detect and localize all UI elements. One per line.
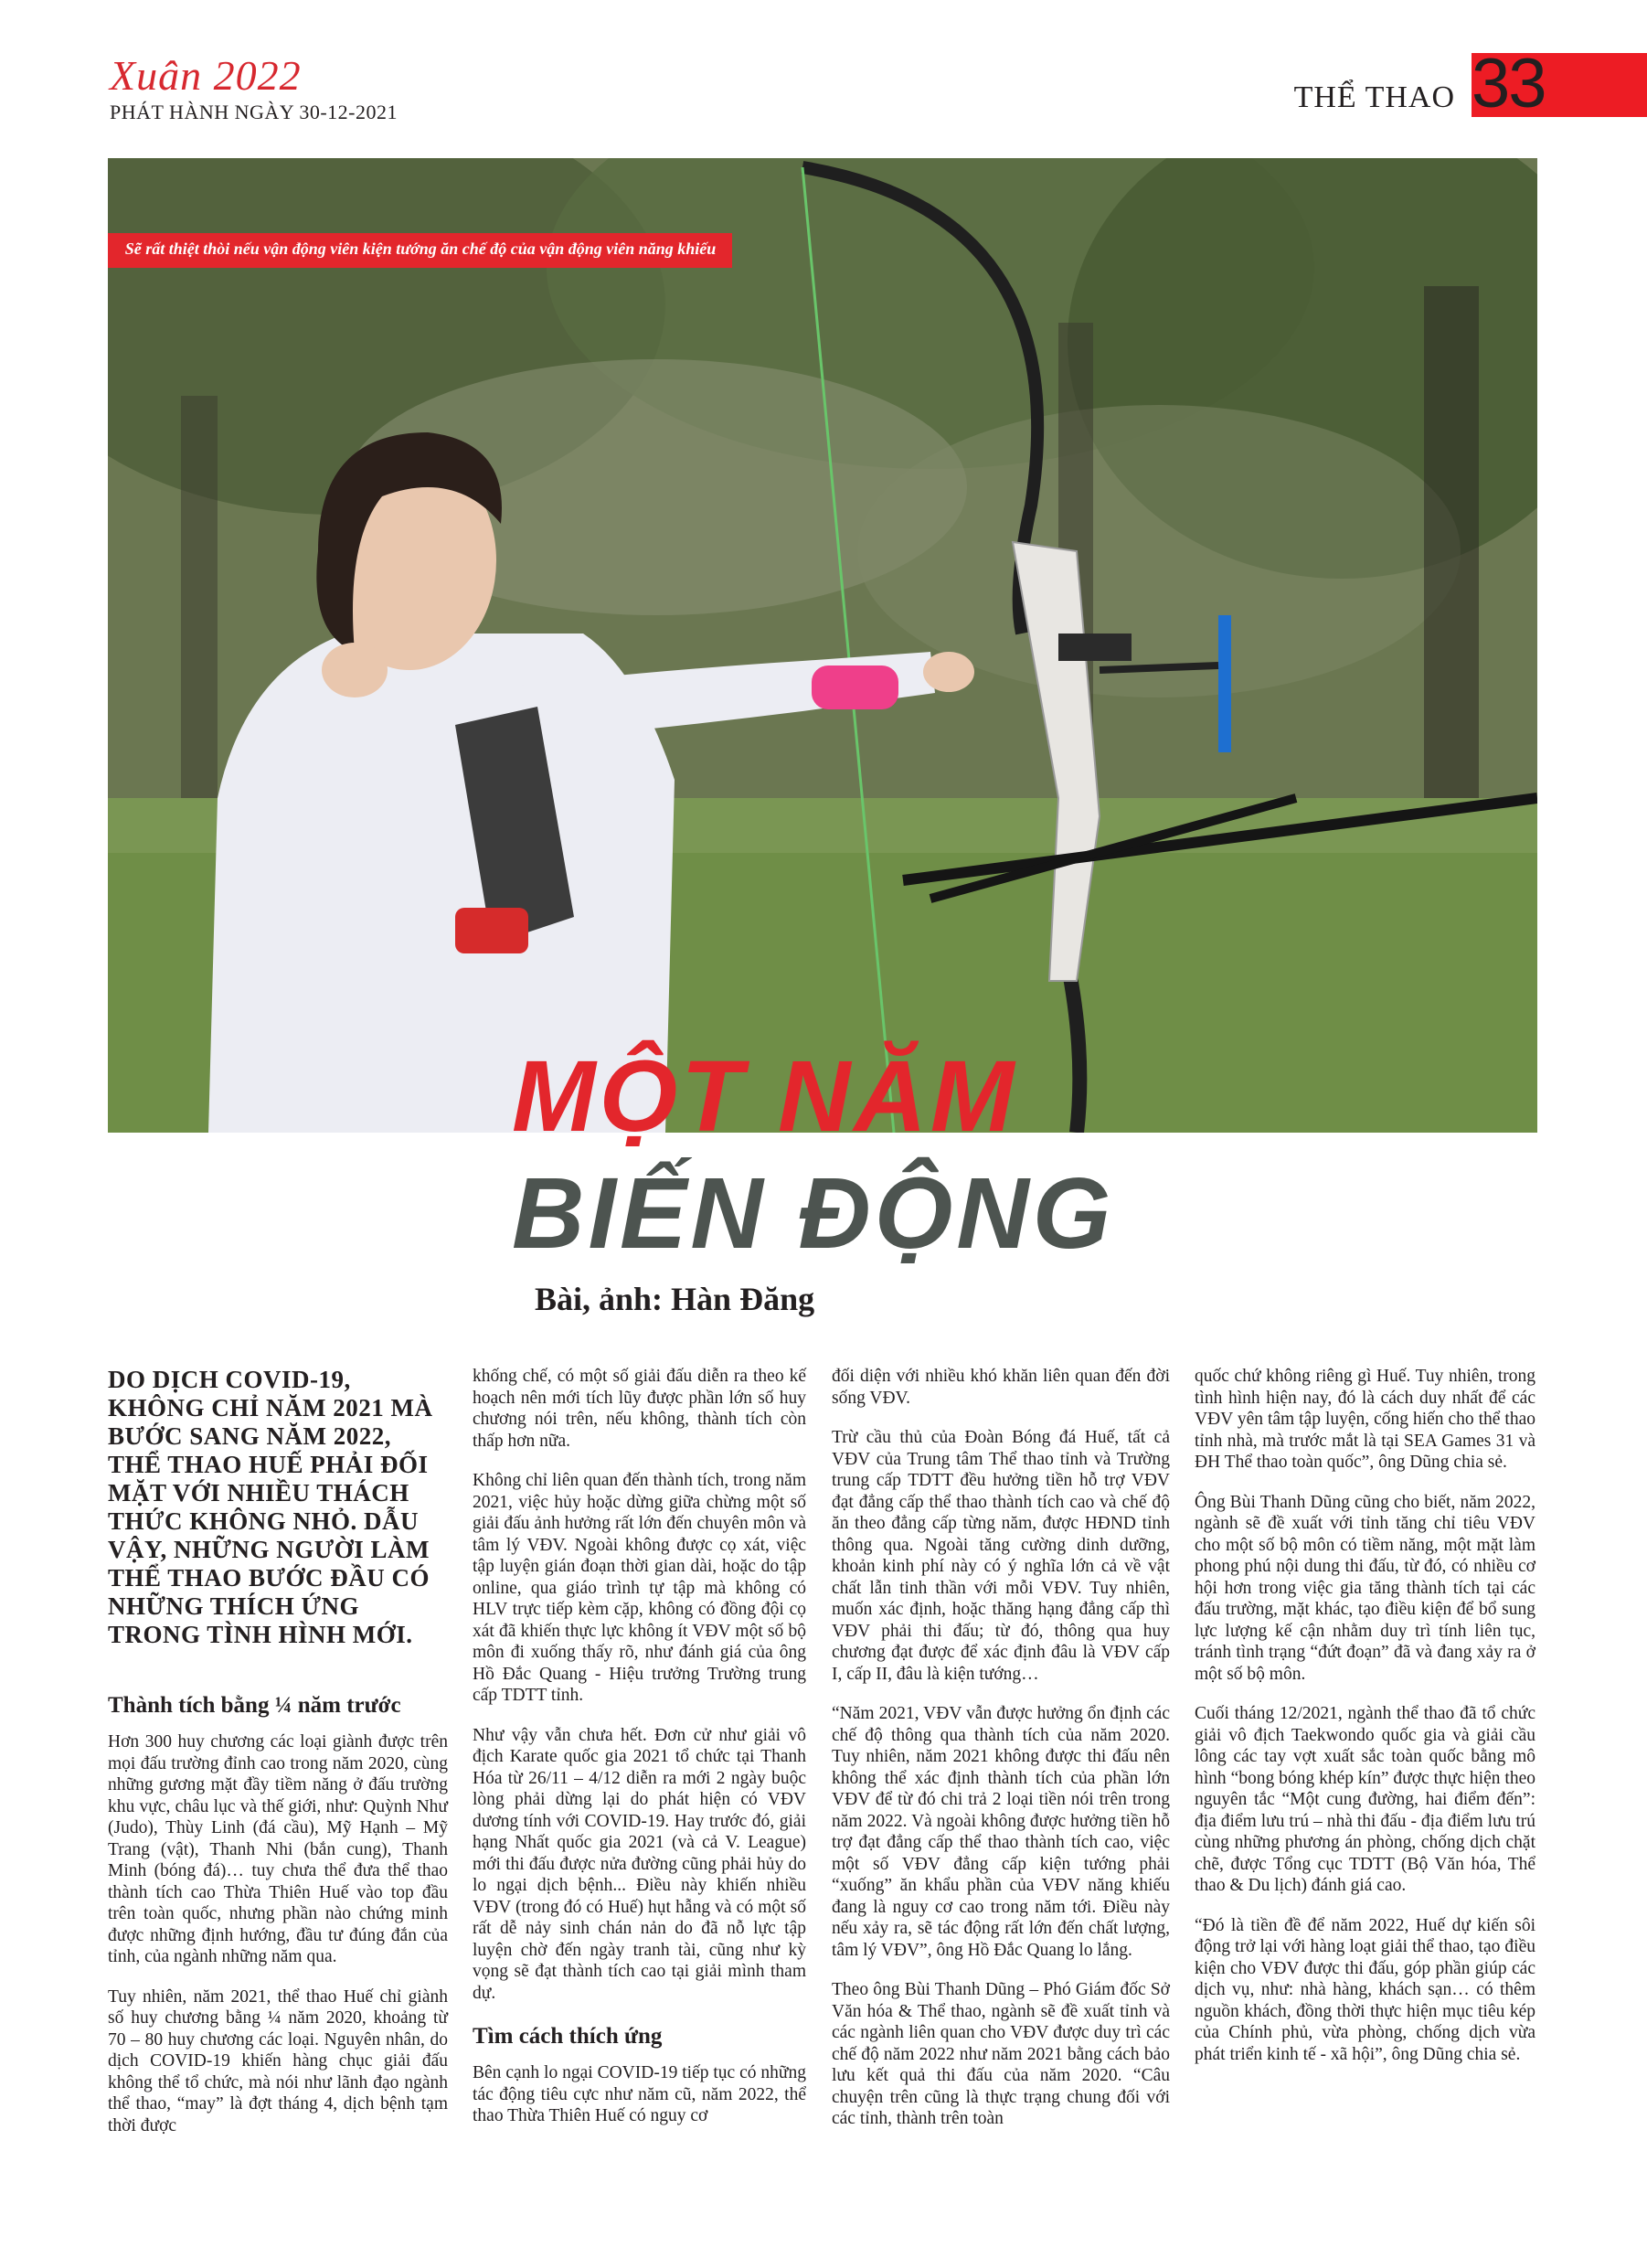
paragraph: “Đó là tiền đề để năm 2022, Huế dự kiến sôi động trở lại với hàng loạt giải thể thao, tạo điều kiện cho VĐV được thi đấu, góp phần giúp các dịch vụ, như: nhà hàng, khách sạn… có thêm nguồn khách, đồng thời thực hiện mục tiêu kép của Chính phủ, vừa phòng, chống dịch vừa phát triển kinh tế - xã hội”, ông Dũng chia sẻ. xyxy=(1195,1915,1535,2064)
paragraph: đối diện với nhiều khó khăn liên quan đến đời sống VĐV. xyxy=(832,1367,1170,1408)
paragraph: Bên cạnh lo ngại COVID-19 tiếp tục có những tác động tiêu cực như năm cũ, năm 2022, thể thao Thừa Thiên Huế có nguy cơ xyxy=(473,2063,806,2125)
masthead xyxy=(110,53,398,124)
article-column-4 xyxy=(1195,1366,1535,2083)
issue-date: PHÁT HÀNH NGÀY 30-12-2021 xyxy=(110,101,398,123)
headline-line-1: MỘT NĂM xyxy=(512,1040,1018,1153)
subhead-adaptation: Tìm cách thích ứng xyxy=(473,2024,663,2049)
issue-title: Xuân 2022 xyxy=(110,52,302,99)
page-number: 33 xyxy=(1472,45,1546,122)
hero-photo xyxy=(108,158,1537,1133)
paragraph: Ông Bùi Thanh Dũng cũng cho biết, năm 2022, ngành sẽ đề xuất với tỉnh tăng chỉ tiêu VĐV cho một số bộ môn có tiềm năng, một mặt làm phong phú nội dung thi đấu, từ đó, có nhiều cơ hội hơn trong việc gia tăng thành tích tại các đấu trường, mặt khác, tạo điều kiện để bổ sung lực lượng kế cận nhằm duy trì tính liên tục, tránh tình trạng “đứt đoạn” đã và đang xảy ra ở một số bộ môn. xyxy=(1195,1492,1535,1684)
paragraph: Như vậy vẫn chưa hết. Đơn cử như giải vô địch Karate quốc gia 2021 tổ chức tại Thanh Hóa từ 26/11 – 4/12 diễn ra mới 2 ngày buộc lòng phải dừng lại do phát hiện có VĐV dương tính với COVID-19. Hay trước đó, giải hạng Nhất quốc gia 2021 (và cả V. League) mới thi đấu được nửa đường cũng phải hủy do lo ngại dịch bệnh... Điều này khiến nhiều VĐV (trong đó có Huế) hụt hẫng và có một số rất dễ nảy sinh chán nản do đã nỗ lực tập luyện chờ đến ngày tranh tài, cũng như kỳ vọng sẽ đạt thành tích cao tại giải mình tham dự. xyxy=(473,1725,806,2003)
paragraph: Không chỉ liên quan đến thành tích, trong năm 2021, việc hủy hoặc dừng giữa chừng một số giải đấu ảnh hưởng rất lớn đến chuyên môn và tâm lý VĐV. Ngoài không được cọ xát, việc tập luyện gián đoạn thời gian dài, hoặc do tập online, qua giáo trình tự tập mà không có HLV trực tiếp kèm cặp, không có đồng đội cọ xát đã khiến thực lực không ít VĐV một số bộ môn đi xuống thấy rõ, như đánh giá của ông Hồ Đắc Quang - Hiệu trưởng Trường trung cấp TDTT tỉnh. xyxy=(473,1471,806,1705)
subhead-achievement: Thành tích bằng ¼ năm trước xyxy=(108,1693,401,1718)
paragraph: “Năm 2021, VĐV vẫn được hưởng ổn định các chế độ thông qua thành tích của năm 2020. Tuy nhiên, năm 2021 không được thi đấu nên không thể xác định thành tích của phần lớn VĐV để từ đó chi trả 2 loại tiền nói trên trong năm 2022. Và ngoài không được hưởng tiền hỗ trợ đạt đẳng cấp thể thao thành tích cao, việc một số VĐV đẳng cấp kiện tướng phải “xuống” ăn khẩu phần của VĐV năng khiếu đang là nguy cơ cao trong năm tới. Điều này nếu xảy ra, sẽ tác động rất lớn đến chất lượng, tâm lý VĐV”, ông Hồ Đắc Quang lo lắng. xyxy=(832,1704,1170,1960)
photo-caption: Sẽ rất thiệt thòi nếu vận động viên kiện tướng ăn chế độ của vận động viên năng khiếu xyxy=(124,240,717,258)
section-label: THỂ THAO xyxy=(1293,80,1455,114)
paragraph: Trừ cầu thủ của Đoàn Bóng đá Huế, tất cả VĐV của Trung tâm Thể thao tỉnh và Trường trung cấp TDTT đều hưởng tiền hỗ trợ VĐV đạt đẳng cấp thể thao thành tích cao và chế độ ăn theo đẳng cấp từng năm, được HĐND tỉnh thông qua. Ngoài tăng cường dinh dưỡng, khoản kinh phí này có ý nghĩa lớn cả về vật chất lẫn tinh thần với mỗi VĐV. Tuy nhiên, muốn xác định, hoặc thăng hạng đẳng cấp thì VĐV phải thi đấu; từ đó, thông qua huy chương đạt được để xác định đâu là VĐV cấp I, cấp II, đâu là kiện tướng… xyxy=(832,1428,1170,1684)
article-column-1 xyxy=(108,1366,448,2155)
paragraph: Theo ông Bùi Thanh Dũng – Phó Giám đốc Sở Văn hóa & Thể thao, ngành sẽ đề xuất tỉnh và các ngành liên quan cho VĐV được duy trì các chế độ năm 2022 như năm 2021 bằng cách bảo lưu kết quả thi đấu của năm 2020. “Câu chuyện trên cũng là thực trạng chung đối với các tỉnh, thành trên toàn xyxy=(832,1980,1170,2128)
paragraph: khống chế, có một số giải đấu diễn ra theo kế hoạch nên mới tích lũy được phần lớn số huy chương nói trên, nếu không, thành tích còn thấp hơn nữa. xyxy=(473,1367,806,1451)
paragraph: Tuy nhiên, năm 2021, thể thao Huế chỉ giành số huy chương bằng ¼ năm 2020, khoảng từ 70 – 80 huy chương các loại. Nguyên nhân, do dịch COVID-19 khiến hàng chục giải đấu không thể tổ chức, mà nói như lãnh đạo ngành thể thao, “may” là đợt tháng 4, dịch bệnh tạm thời được xyxy=(108,1986,448,2135)
article-lead: DO DỊCH COVID-19, KHÔNG CHỈ NĂM 2021 MÀ BƯỚC SANG NĂM 2022, THỂ THAO HUẾ PHẢI ĐỐI MẶT VỚI NHIỀU THÁCH THỨC KHÔNG NHỎ. DẪU VẬY, NHỮNG NGƯỜI LÀM THỂ THAO BƯỚC ĐẦU CÓ NHỮNG THÍCH ỨNG TRONG TÌNH HÌNH MỚI. xyxy=(108,1366,433,1648)
paragraph: Hơn 300 huy chương các loại giành được trên mọi đấu trường đỉnh cao trong năm 2020, cùng những gương mặt đầy tiềm năng ở đấu trường khu vực, châu lục và thế giới, như: Quỳnh Như (Judo), Thùy Linh (đá cầu), Mỹ Hạnh – Mỹ Trang (vật), Thanh Nhi (bắn cung), Thanh Minh (bóng đá)… tuy chưa thể đưa thể thao thành tích cao Thừa Thiên Huế vào top đầu trên toàn quốc, nhưng phần nào chứng minh được những định hướng, đầu tư đúng đắn của tỉnh, của ngành những năm qua. xyxy=(108,1732,448,1966)
article-column-2 xyxy=(473,1366,806,2146)
byline: Bài, ảnh: Hàn Đăng xyxy=(535,1281,815,1317)
archer-illustration xyxy=(108,158,1537,1133)
article-column-3 xyxy=(832,1366,1170,2148)
paragraph: quốc chứ không riêng gì Huế. Tuy nhiên, trong tình hình hiện nay, đó là cách duy nhất để các VĐV yên tâm tập luyện, cống hiến cho thể thao tỉnh nhà, mà trước mắt là tại SEA Games 31 và ĐH Thể thao toàn quốc”, ông Dũng chia sẻ. xyxy=(1195,1367,1535,1472)
headline-line-2: BIẾN ĐỘNG xyxy=(512,1157,1115,1270)
paragraph: Cuối tháng 12/2021, ngành thể thao đã tổ chức giải vô địch Taekwondo quốc gia và giải cầu lông các tay vợt xuất sắc toàn quốc bằng mô hình “bong bóng khép kín” được thực hiện theo nguyên tắc “Một cung đường, hai điểm đến”: địa điểm lưu trú – nhà thi đấu - địa điểm lưu trú cùng những phương án phòng, chống dịch chặt chẽ, được Tổng cục TDTT (Bộ Văn hóa, Thể thao & Du lịch) đánh giá cao. xyxy=(1195,1704,1535,1895)
